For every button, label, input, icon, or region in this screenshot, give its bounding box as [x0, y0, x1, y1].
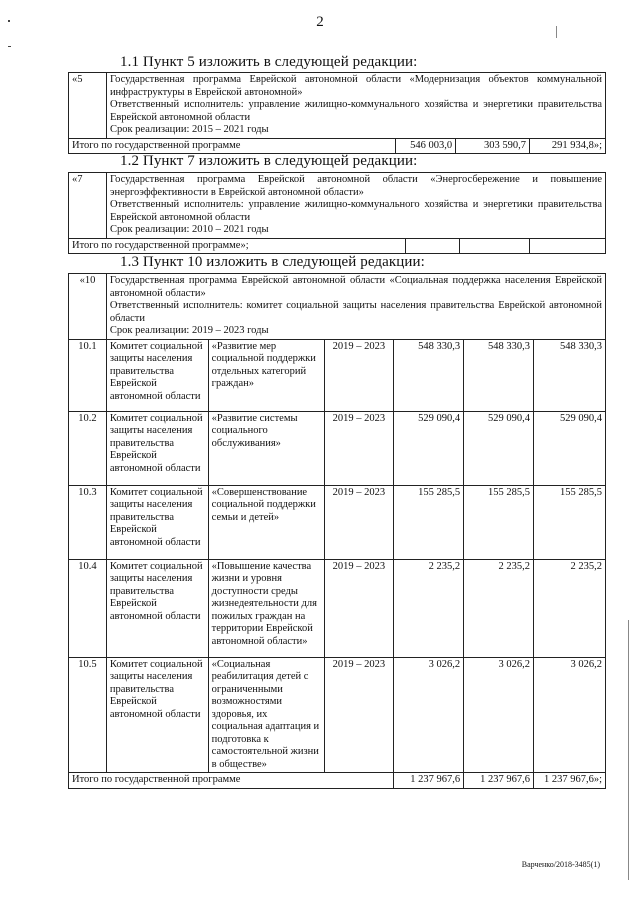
program-title: Государственная программа Еврейской автономной области «Модернизация объектов коммунальной инфраструктуры в Еврейской автономной»	[109, 74, 602, 98]
row-value-3: 155 285,5	[534, 485, 606, 559]
program-executor: Ответственный исполнитель: управление жилищно-коммунального хозяйства и энергетики правительства Еврейской автономной области	[109, 99, 602, 123]
program-title: Государственная программа Еврейской автономной области «Социальная поддержка населения Еврейской автономной области»	[109, 275, 602, 299]
total-label: Итого по государственной программе	[69, 773, 394, 789]
row-subprogram: «Повышение качества жизни и уровня доступности среды жизнедеятельности для пожилых граждан на территории Еврейской автономной области»	[208, 559, 324, 657]
row-executor: Комитет социальной защиты населения правительства Еврейской автономной области	[106, 339, 208, 411]
row-value-3: 2 235,2	[534, 559, 606, 657]
table-row	[69, 411, 606, 485]
program-description	[106, 274, 605, 340]
program-executor: Ответственный исполнитель: комитет социальной защиты населения правительства Еврейской автономной области	[109, 300, 602, 324]
program-executor: Ответственный исполнитель: управление жилищно-коммунального хозяйства и энергетики правительства Еврейской автономной области	[109, 199, 602, 223]
row-executor: Комитет социальной защиты населения правительства Еврейской автономной области	[106, 559, 208, 657]
total-value-2: 303 590,7	[456, 138, 530, 154]
row-value-2: 529 090,4	[464, 411, 534, 485]
total-value-3: 1 237 967,6»;	[534, 773, 606, 789]
row-executor: Комитет социальной защиты населения правительства Еврейской автономной области	[106, 411, 208, 485]
table-row	[69, 339, 606, 411]
row-value-1: 529 090,4	[394, 411, 464, 485]
table-row	[69, 559, 606, 657]
row-value-2: 2 235,2	[464, 559, 534, 657]
row-number: 10.1	[69, 339, 107, 411]
row-number: 10.3	[69, 485, 107, 559]
total-label: Итого по государственной программе»;	[69, 238, 406, 254]
program-term: Срок реализации: 2019 – 2023 годы	[109, 325, 269, 336]
row-period: 2019 – 2023	[324, 485, 394, 559]
row-value-3: 529 090,4	[534, 411, 606, 485]
total-value-1: 546 003,0	[396, 138, 456, 154]
program-title: Государственная программа Еврейской автономной области «Энергосбережение и повышение энергоэффективности в Еврейской автономной области»	[109, 174, 602, 198]
page-number: 2	[316, 14, 324, 30]
document-code: Варченко/2018-3485(1)	[521, 860, 600, 869]
table-row	[69, 485, 606, 559]
row-value-3: 3 026,2	[534, 657, 606, 773]
row-value-2: 3 026,2	[464, 657, 534, 773]
program-term: Срок реализации: 2010 – 2021 годы	[109, 224, 269, 235]
row-period: 2019 – 2023	[324, 559, 394, 657]
total-value-1: 1 237 967,6	[394, 773, 464, 789]
section-heading-1: 1.1 Пункт 5 изложить в следующей редакции:	[120, 54, 418, 70]
row-value-1: 3 026,2	[394, 657, 464, 773]
row-value-1: 548 330,3	[394, 339, 464, 411]
program-description	[106, 73, 605, 139]
table-section-2	[68, 172, 606, 254]
program-term: Срок реализации: 2015 – 2021 годы	[109, 124, 269, 135]
row-value-2: 155 285,5	[464, 485, 534, 559]
row-subprogram: «Социальная реабилитация детей с ограниченными возможностями здоровья, их социальная адаптация и подготовка к самостоятельной жизни в обществе»	[208, 657, 324, 773]
row-number: 10.4	[69, 559, 107, 657]
section-heading-2: 1.2 Пункт 7 изложить в следующей редакции:	[120, 153, 418, 169]
row-value-1: 155 285,5	[394, 485, 464, 559]
section-heading-3: 1.3 Пункт 10 изложить в следующей редакции:	[120, 254, 425, 270]
item-number: «7	[69, 173, 107, 239]
scan-mark	[8, 46, 11, 47]
scan-line	[628, 620, 629, 880]
table-section-1	[68, 72, 606, 154]
total-label: Итого по государственной программе	[69, 138, 396, 154]
total-value-1	[406, 238, 460, 254]
row-subprogram: «Развитие системы социального обслуживания»	[208, 411, 324, 485]
row-value-3: 548 330,3	[534, 339, 606, 411]
row-value-1: 2 235,2	[394, 559, 464, 657]
table-section-3	[68, 273, 606, 789]
total-value-3	[530, 238, 606, 254]
row-executor: Комитет социальной защиты населения правительства Еврейской автономной области	[106, 485, 208, 559]
table-row	[69, 657, 606, 773]
row-period: 2019 – 2023	[324, 411, 394, 485]
row-value-2: 548 330,3	[464, 339, 534, 411]
row-subprogram: «Развитие мер социальной поддержки отдельных категорий граждан»	[208, 339, 324, 411]
row-period: 2019 – 2023	[324, 339, 394, 411]
item-number: «5	[69, 73, 107, 139]
total-value-2	[460, 238, 530, 254]
row-period: 2019 – 2023	[324, 657, 394, 773]
row-subprogram: «Совершенствование социальной поддержки семьи и детей»	[208, 485, 324, 559]
row-number: 10.5	[69, 657, 107, 773]
row-executor: Комитет социальной защиты населения правительства Еврейской автономной области	[106, 657, 208, 773]
program-description	[106, 173, 605, 239]
row-number: 10.2	[69, 411, 107, 485]
total-value-3: 291 934,8»;	[530, 138, 606, 154]
item-number: «10	[69, 274, 107, 340]
total-value-2: 1 237 967,6	[464, 773, 534, 789]
